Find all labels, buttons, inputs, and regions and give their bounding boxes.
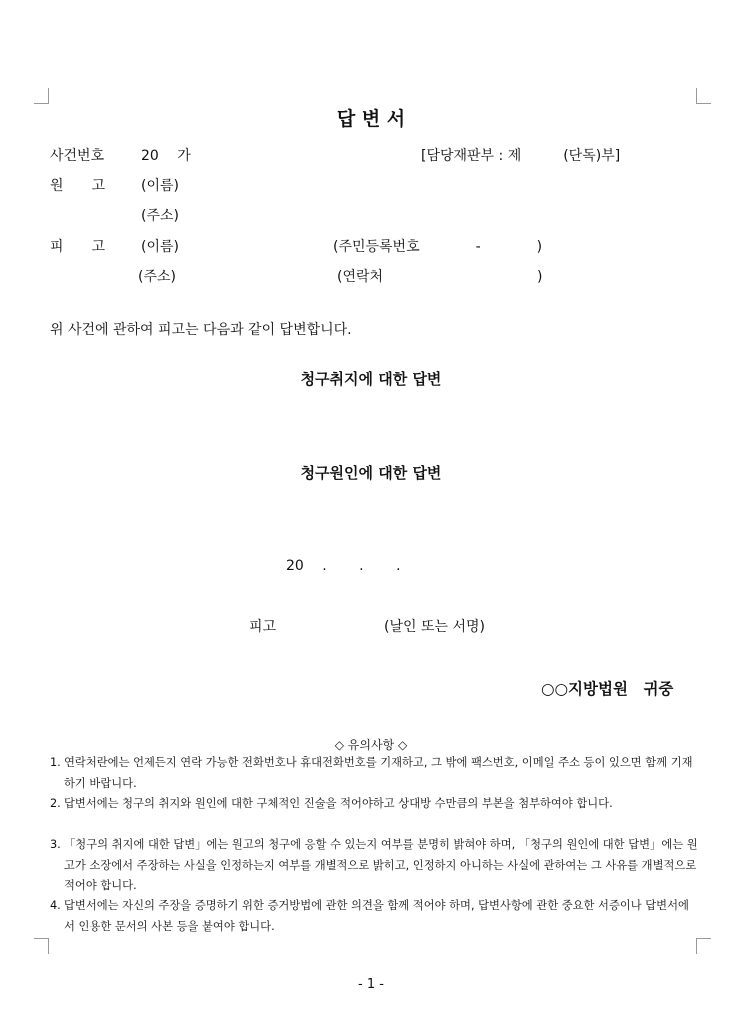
crop-mark-top-left [34,88,49,104]
note-item [50,896,698,937]
note-item [50,835,698,897]
note-number: 2. [50,797,61,810]
plaintiff-label: 원 고 [50,178,106,194]
addressee: ○○지방법원 귀중 [541,680,674,698]
crop-mark-bottom-right [696,938,711,954]
case-no-value: 20 가 [141,148,191,164]
note-number: 3. [50,838,61,851]
note-item [50,794,698,815]
court-section: [담당재판부 : 제 (단독)부] [421,148,621,164]
intro-text: 위 사건에 관하여 피고는 다음과 같이 답변합니다. [50,322,352,338]
defendant-label: 피 고 [50,239,106,255]
note-item [50,753,698,794]
note-number: 1. [50,756,61,769]
case-no-label: 사건번호 [50,148,105,164]
document-title: 답 변 서 [336,108,406,130]
signature-label: 피고 [249,619,277,635]
note-text: 「청구의 취지에 대한 답변」에는 원고의 청구에 응할 수 있는지 여부를 분명히 밝혀야 하며, 「청구의 원인에 대한 답변」에는 원고가 소장에서 주장하는 사실을 인정하는지 여부를 개별적으로 밝히고, 인정하지 아니하는 사실에 관하여는 그 사유를 개별적으로 적어야 합니다. [64,838,698,892]
crop-mark-bottom-left [34,938,49,954]
note-text: 답변서에는 청구의 취지와 원인에 대한 구체적인 진술을 적어야하고 상대방 수만큼의 부본을 첨부하여야 합니다. [64,797,613,810]
defendant-id: (주민등록번호 - ) [333,239,543,255]
page-number: - 1 - [358,977,384,992]
claim-purpose-heading: 청구취지에 대한 답변 [300,370,442,388]
date-line: 20 . . . [286,558,401,574]
note-number: 4. [50,899,61,912]
defendant-address: (주소) [138,269,176,285]
crop-mark-top-right [696,88,711,104]
plaintiff-address: (주소) [141,208,179,224]
note-text: 답변서에는 자신의 주장을 증명하기 위한 증거방법에 관한 의견을 함께 적어야 하며, 답변사항에 관한 중요한 서증이나 답변서에서 인용한 문서의 사본 등을 붙여야 합니다. [64,899,689,933]
defendant-name: (이름) [141,239,179,255]
defendant-contact: (연락처 ) [337,269,543,285]
claim-cause-heading: 청구원인에 대한 답변 [300,464,442,482]
notes-heading: ◇ 유의사항 ◇ [334,738,408,752]
signature-seal: (날인 또는 서명) [384,619,485,635]
note-text: 연락처란에는 언제든지 연락 가능한 전화번호나 휴대전화번호를 기재하고, 그 밖에 팩스번호, 이메일 주소 등이 있으면 함께 기재하기 바랍니다. [64,756,693,790]
plaintiff-name: (이름) [141,178,179,194]
